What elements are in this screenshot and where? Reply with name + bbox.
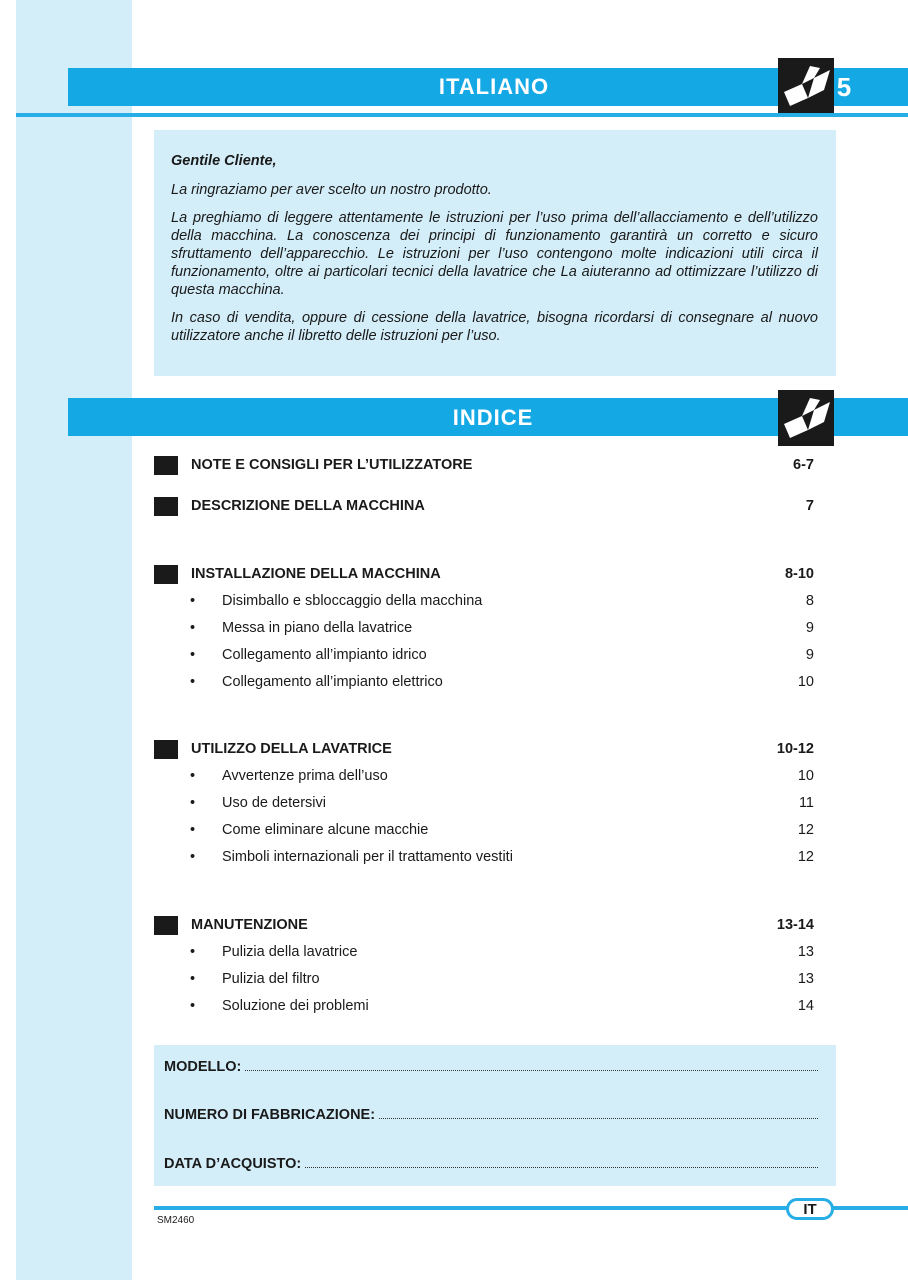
toc-item-page: 9 bbox=[805, 620, 814, 636]
product-info-form bbox=[154, 1045, 836, 1186]
toc-section-title: INSTALLAZIONE DELLA MACCHINA bbox=[191, 566, 441, 582]
toc-item-page: 10 bbox=[797, 768, 814, 784]
bullet-icon: • bbox=[190, 674, 196, 690]
toc-item-label: Pulizia del filtro bbox=[222, 971, 320, 987]
bullet-icon: • bbox=[190, 647, 196, 663]
toc-section-pages: 10-12 bbox=[776, 741, 814, 757]
toc-item[interactable] bbox=[0, 617, 908, 639]
toc-section-pages: 7 bbox=[805, 498, 814, 514]
toc-item[interactable] bbox=[0, 590, 908, 612]
toc-section-pages: 13-14 bbox=[776, 917, 814, 933]
toc-section-pages: 8-10 bbox=[784, 566, 814, 582]
toc-item[interactable] bbox=[0, 846, 908, 868]
toc-section-usage[interactable] bbox=[0, 738, 908, 760]
toc-item-label: Collegamento all’impianto idrico bbox=[222, 647, 427, 663]
intro-paragraph: In caso di vendita, oppure di cessione della lavatrice, bisogna ricordarsi di consegnare al nuovo utilizzatore anche il libretto delle istruzioni per l’uso. bbox=[171, 310, 818, 344]
open-book-icon bbox=[778, 58, 834, 114]
toc-item[interactable] bbox=[0, 941, 908, 963]
toc-item-label: Disimballo e sbloccaggio della macchina bbox=[222, 593, 483, 609]
toc-item-page: 13 bbox=[797, 944, 814, 960]
open-book-icon bbox=[778, 390, 834, 446]
toc-item-page: 12 bbox=[797, 822, 814, 838]
book-icon-box bbox=[778, 58, 834, 114]
index-title: INDICE bbox=[452, 405, 534, 430]
toc-item[interactable] bbox=[0, 819, 908, 841]
toc-item-label: Collegamento all’impianto elettrico bbox=[222, 674, 443, 690]
toc-item[interactable] bbox=[0, 671, 908, 693]
book-icon-box bbox=[778, 390, 834, 446]
bullet-icon: • bbox=[190, 822, 196, 838]
toc-section-description[interactable] bbox=[0, 495, 908, 517]
model-label: MODELLO: bbox=[164, 1059, 242, 1075]
toc-item-label: Come eliminare alcune macchie bbox=[222, 822, 429, 838]
toc-item-page: 13 bbox=[797, 971, 814, 987]
maintenance-icon bbox=[154, 916, 178, 935]
toc-item-page: 11 bbox=[798, 795, 814, 811]
toc-section-title: NOTE E CONSIGLI PER L’UTILIZZATORE bbox=[191, 457, 473, 473]
language-title: ITALIANO bbox=[438, 74, 550, 99]
toc-item[interactable] bbox=[0, 644, 908, 666]
toc-item-page: 9 bbox=[805, 647, 814, 663]
toc-section-installation[interactable] bbox=[0, 563, 908, 585]
toc-item-label: Pulizia della lavatrice bbox=[222, 944, 358, 960]
toc-item-label: Messa in piano della lavatrice bbox=[222, 620, 413, 636]
document-code: SM2460 bbox=[157, 1215, 195, 1226]
top-rule bbox=[16, 113, 908, 117]
purchase-date-fill-line[interactable] bbox=[305, 1154, 818, 1168]
toc-section-maintenance[interactable] bbox=[0, 914, 908, 936]
toc-item[interactable] bbox=[0, 968, 908, 990]
serial-number-fill-line[interactable] bbox=[379, 1105, 818, 1119]
toc-item[interactable] bbox=[0, 765, 908, 787]
intro-paragraph: La preghiamo di leggere attentamente le istruzioni per l’uso prima dell’allacciamento e dell’utilizzo della macchina. La conoscenza dei principi di funzionamento garantirà un corretto e sicuro sfruttamento dell’apparecchio. Le istruzioni per l’uso contengono molte indicazioni utili circa il funzionamento, oltre ai particolari tecnici della lavatrice che La aiuteranno ad ottimizzare l’utilizzo di questa macchina. bbox=[171, 210, 818, 298]
model-fill-line[interactable] bbox=[245, 1057, 818, 1071]
toc-item[interactable] bbox=[0, 995, 908, 1017]
bullet-icon: • bbox=[190, 944, 196, 960]
toc-section-title: UTILIZZO DELLA LAVATRICE bbox=[191, 741, 392, 757]
toc-section-pages: 6-7 bbox=[793, 457, 814, 473]
toc-item-label: Simboli internazionali per il trattamento vestiti bbox=[222, 849, 513, 865]
bullet-icon: • bbox=[190, 849, 196, 865]
book-icon bbox=[154, 456, 178, 475]
bullet-icon: • bbox=[190, 620, 196, 636]
bullet-icon: • bbox=[190, 795, 196, 811]
hand-icon bbox=[154, 740, 178, 759]
purchase-date-field[interactable] bbox=[164, 1154, 818, 1174]
serial-number-label: NUMERO DI FABBRICAZIONE: bbox=[164, 1107, 376, 1123]
toc-item-label: Soluzione dei problemi bbox=[222, 998, 369, 1014]
wrench-icon bbox=[154, 565, 178, 584]
greeting: Gentile Cliente, bbox=[171, 153, 277, 169]
toc-item-page: 10 bbox=[797, 674, 814, 690]
side-strip bbox=[16, 0, 132, 1280]
intro-paragraph: La ringraziamo per aver scelto un nostro prodotto. bbox=[171, 182, 492, 198]
bullet-icon: • bbox=[190, 593, 196, 609]
page-number: 5 bbox=[836, 72, 852, 102]
bullet-icon: • bbox=[190, 768, 196, 784]
language-badge: IT bbox=[786, 1198, 834, 1220]
bullet-icon: • bbox=[190, 998, 196, 1014]
toc-item-page: 12 bbox=[797, 849, 814, 865]
toc-section-title: MANUTENZIONE bbox=[191, 917, 308, 933]
intro-panel bbox=[154, 130, 836, 376]
toc-item-page: 8 bbox=[805, 593, 814, 609]
model-field[interactable] bbox=[164, 1057, 818, 1077]
purchase-date-label: DATA D’ACQUISTO: bbox=[164, 1156, 302, 1172]
book-icon bbox=[154, 497, 178, 516]
toc-item[interactable] bbox=[0, 792, 908, 814]
bullet-icon: • bbox=[190, 971, 196, 987]
toc-section-notes[interactable] bbox=[0, 454, 908, 476]
toc-item-label: Uso de detersivi bbox=[222, 795, 326, 811]
toc-item-page: 14 bbox=[797, 998, 814, 1014]
serial-number-field[interactable] bbox=[164, 1105, 818, 1125]
toc-item-label: Avvertenze prima dell’uso bbox=[222, 768, 388, 784]
toc-section-title: DESCRIZIONE DELLA MACCHINA bbox=[191, 498, 425, 514]
